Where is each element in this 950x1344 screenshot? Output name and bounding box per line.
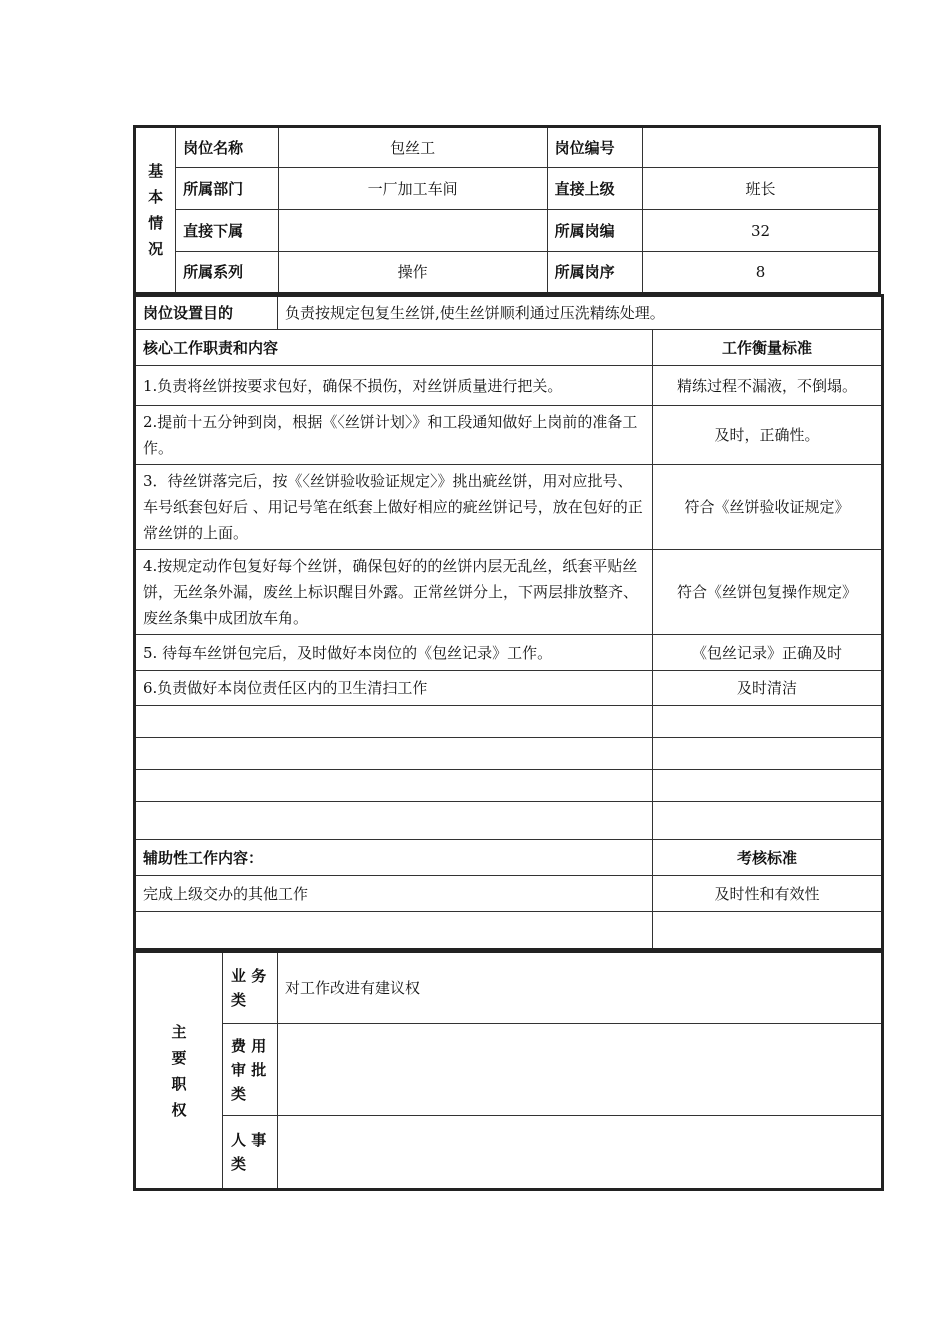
field-label: 所属岗序 (547, 252, 642, 294)
core-item-row (135, 550, 883, 635)
authority-row (135, 952, 883, 1024)
duty-standard: 及时清洁 (653, 671, 883, 706)
label-char: 要 (171, 1048, 187, 1067)
duty-text: 2.提前十五分钟到岗，根据《〈丝饼计划〉》和工段通知做好上岗前的准备工作。 (135, 406, 653, 465)
label-char: 权 (171, 1100, 187, 1119)
label-char: 基 (148, 162, 164, 180)
duty-text: 6.负责做好本岗位责任区内的卫生清扫工作 (135, 671, 653, 706)
aux-header-row (135, 840, 883, 876)
core-header-right: 工作衡量标准 (653, 330, 883, 366)
authority-section-label (135, 952, 223, 1190)
field-label: 所属系列 (176, 252, 278, 294)
authority-row (135, 1116, 883, 1190)
purpose-text: 负责按规定包复生丝饼,使生丝饼顺利通过压洗精练处理。 (278, 296, 883, 330)
authority-type-line: 审 批 (231, 1060, 267, 1079)
duty-text: 4.按规定动作包复好每个丝饼，确保包好的的丝饼内层无乱丝，纸套平贴丝饼，无丝条外漏，废丝上标识醒目外露。正常丝饼分上，下两层排放整齐、废丝条集中成团放车角。 (135, 550, 653, 635)
authority-text: 对工作改进有建议权 (278, 952, 883, 1024)
label-char: 情 (148, 214, 164, 232)
field-value: 操作 (278, 252, 547, 294)
field-label: 直接下属 (176, 210, 278, 252)
empty-row (135, 770, 883, 802)
duty-text: 5. 待每车丝饼包完后，及时做好本岗位的《包丝记录》工作。 (135, 635, 653, 671)
duty-standard: 符合《丝饼包复操作规定》 (653, 550, 883, 635)
field-label: 所属部门 (176, 168, 278, 210)
authority-table (133, 950, 884, 1191)
duty-text: 1.负责将丝饼按要求包好，确保不损伤，对丝饼质量进行把关。 (135, 366, 653, 406)
authority-type-line: 业 务 (231, 967, 267, 985)
basic-info-table (133, 125, 881, 295)
empty-row (135, 738, 883, 770)
authority-type-line: 类 (231, 991, 247, 1009)
empty-row (135, 912, 883, 950)
field-value (643, 127, 880, 168)
duty-standard: 符合《丝饼验收证规定》 (653, 465, 883, 550)
core-item-row (135, 635, 883, 671)
authority-text (278, 1116, 883, 1190)
core-item-row (135, 406, 883, 465)
basic-row (135, 127, 880, 168)
basic-row (135, 252, 880, 294)
core-item-row (135, 366, 883, 406)
authority-text (278, 1024, 883, 1116)
field-label: 岗位编号 (547, 127, 642, 168)
authority-type-line: 类 (231, 1155, 247, 1173)
aux-item-row (135, 876, 883, 912)
purpose-row (135, 296, 883, 330)
field-value: 包丝工 (278, 127, 547, 168)
empty-row (135, 802, 883, 840)
basic-row (135, 210, 880, 252)
field-value (278, 210, 547, 252)
duties-table (133, 294, 884, 951)
purpose-label: 岗位设置目的 (135, 296, 278, 330)
authority-type (223, 1116, 278, 1190)
authority-type-line: 费 用 (231, 1036, 267, 1055)
duty-standard: 《包丝记录》正确及时 (653, 635, 883, 671)
duty-text: 3．待丝饼落完后，按《〈丝饼验收验证规定〉》挑出疵丝饼，用对应批号、车号纸套包好后 、用记号笔在纸套上做好相应的疵丝饼记号，放在包好的正常丝饼的上面。 (135, 465, 653, 550)
aux-text: 完成上级交办的其他工作 (135, 876, 653, 912)
core-header-row (135, 330, 883, 366)
duty-standard: 及时，正确性。 (653, 406, 883, 465)
aux-header-right: 考核标准 (653, 840, 883, 876)
field-label: 岗位名称 (176, 127, 278, 168)
aux-standard: 及时性和有效性 (653, 876, 883, 912)
authority-type-line: 人 事 (231, 1131, 267, 1149)
basic-row (135, 168, 880, 210)
core-header-left: 核心工作职责和内容 (135, 330, 653, 366)
empty-row (135, 706, 883, 738)
authority-type (223, 1024, 278, 1116)
core-item-row (135, 671, 883, 706)
label-char: 职 (171, 1074, 187, 1093)
field-value: 一厂加工车间 (278, 168, 547, 210)
field-label: 直接上级 (547, 168, 642, 210)
job-description-form (133, 125, 881, 1191)
duty-standard: 精练过程不漏液，不倒塌。 (653, 366, 883, 406)
core-item-row (135, 465, 883, 550)
authority-row (135, 1024, 883, 1116)
field-label: 所属岗编 (547, 210, 642, 252)
field-value: 32 (643, 210, 880, 252)
label-char: 主 (171, 1022, 187, 1041)
label-char: 况 (148, 240, 164, 258)
authority-type-line: 类 (231, 1084, 247, 1103)
field-value: 班长 (643, 168, 880, 210)
basic-section-label (135, 127, 176, 294)
authority-type (223, 952, 278, 1024)
aux-header-left: 辅助性工作内容： (135, 840, 653, 876)
field-value: 8 (643, 252, 880, 294)
label-char: 本 (148, 188, 164, 206)
